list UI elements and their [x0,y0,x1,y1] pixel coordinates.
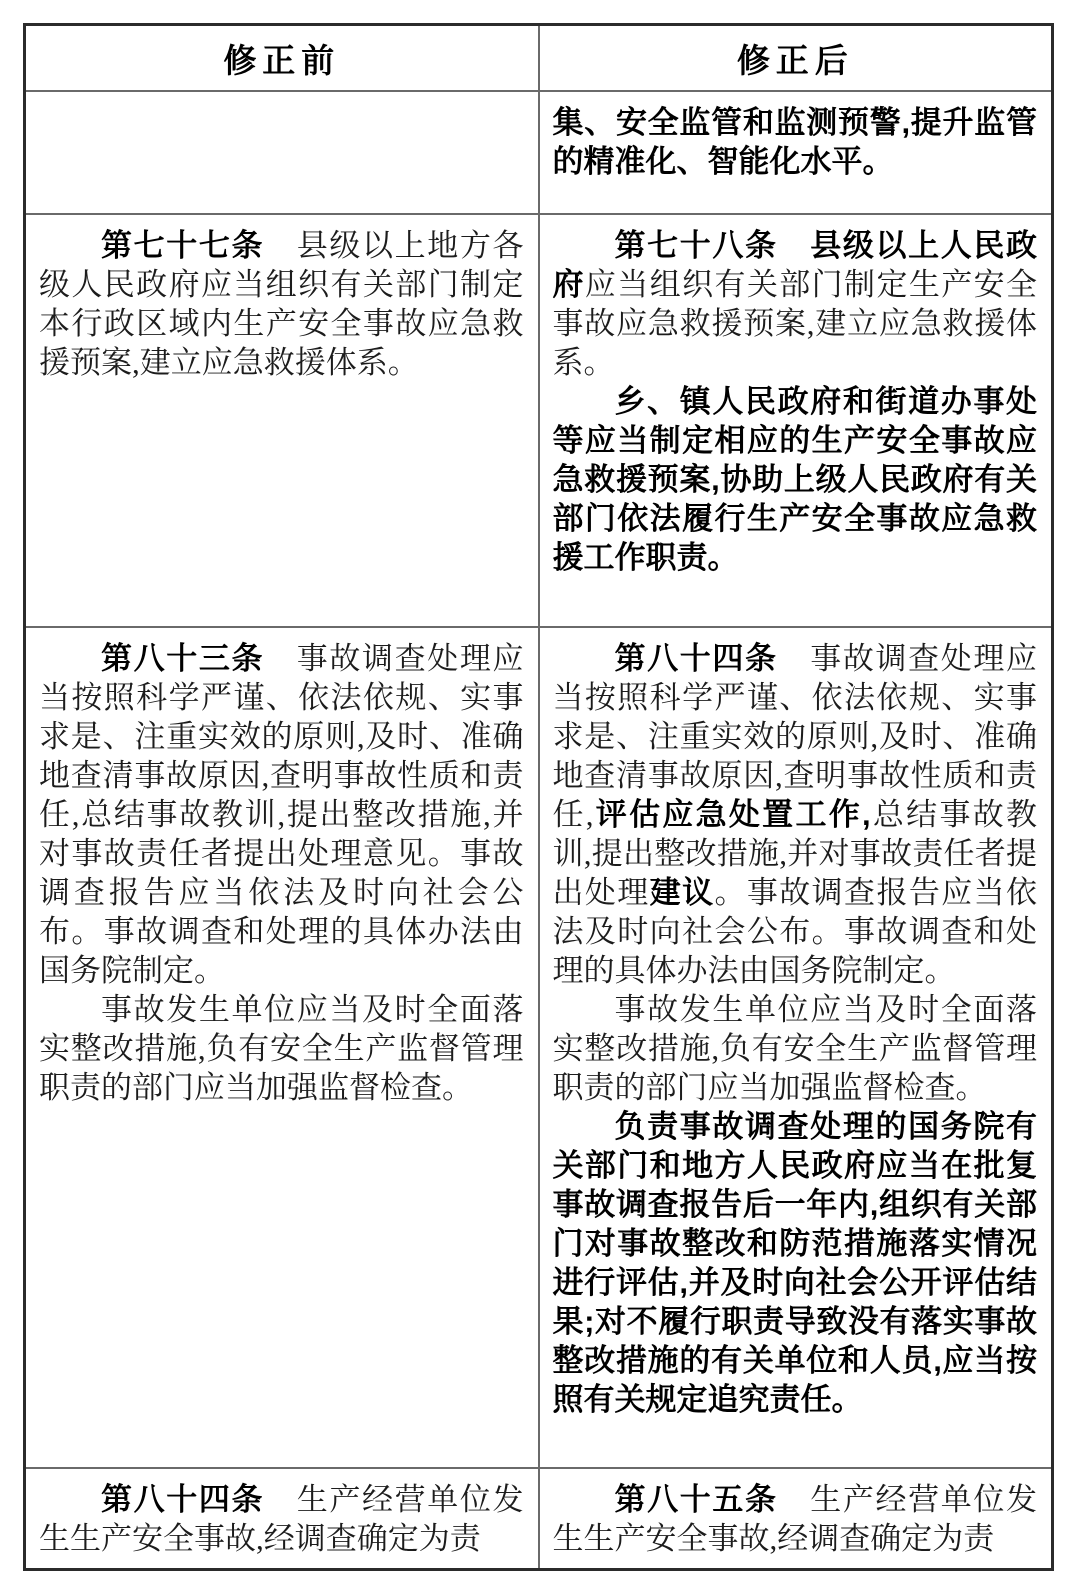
amended-bold-text: 第八十三条 [101,641,265,676]
paragraph [553,1480,1038,1558]
paragraph [39,639,524,990]
amended-bold-text: 评估应急处置工作, [593,797,871,832]
paragraph [553,639,1038,990]
body-text [778,228,811,263]
amendment-comparison-table [23,23,1054,1571]
body-text: 生产经营单位发生生产安全事故,经调查确定为责 [552,1482,1037,1556]
amended-bold-text: 县级以上人民政府 [552,228,1037,302]
amended-bold-text: 第七十七条 [101,228,265,263]
table-header [25,25,1053,92]
table-body [25,91,1053,1570]
paragraph [39,226,524,382]
paragraph [553,103,1038,181]
paragraph [553,226,1038,382]
table-row-article-77-78 [25,214,1053,627]
body-text: 事故调查处理应当按照科学严谨、依法依规、实事求是、注重实效的原则,及时、准确地查清事故原因,查明事故性质和责任,总结事故教训,提出整改措施,并对事故责任者提出处理意见。事故调查报告应当依法及时向社会公布。事故调查和处理的具体办法由国务院制定。 [39,641,524,988]
body-text: 总结事故教训,提出整改措施,并对事故责任者提出处理 [552,797,1037,910]
paragraph [553,990,1038,1107]
body-text: 事故发生单位应当及时全面落实整改措施,负有安全生产监督管理职责的部门应当加强监督检查。 [552,992,1037,1105]
body-text: 事故发生单位应当及时全面落实整改措施,负有安全生产监督管理职责的部门应当加强监督检查。 [39,992,524,1105]
header-row [25,25,1053,92]
body-text: 应当组织有关部门制定生产安全事故应急救援预案,建立应急救援体系。 [552,267,1038,380]
paragraph [553,1107,1038,1419]
amended-bold-text: 乡、镇人民政府和街道办事处等应当制定相应的生产安全事故应急救援预案,协助上级人民政府有关部门依法履行生产安全事故应急救援工作职责。 [552,384,1037,575]
column-header-after: 修正后 [539,25,1053,92]
table-row-continuation [25,91,1053,214]
paragraph [39,1480,524,1558]
cell-article-84-85-after [539,1468,1053,1570]
body-text: 县级以上地方各级人民政府应当组织有关部门制定本行政区域内生产安全事故应急救援预案,建立应急救援体系。 [39,228,524,380]
body-text: 。事故调查报告应当依法及时向社会公布。事故调查和处理的具体办法由国务院制定。 [552,875,1038,988]
paragraph [553,382,1038,577]
amended-bold-text: 第八十四条 [101,1482,265,1517]
table-row-article-83-84 [25,627,1053,1468]
amended-bold-text: 建议 [649,875,715,910]
cell-article-83-84-before [25,627,539,1468]
amended-bold-text: 第八十五条 [614,1482,778,1517]
body-text: 生产经营单位发生生产安全事故,经调查确定为责 [39,1482,524,1556]
amended-bold-text: 第七十八条 [614,228,778,263]
cell-article-83-84-after [539,627,1053,1468]
cell-continuation-after [539,91,1053,214]
table-row-article-84-85 [25,1468,1053,1570]
cell-article-77-78-after [539,214,1053,627]
column-header-before: 修正前 [25,25,539,92]
amended-bold-text: 集、安全监管和监测预警,提升监管的精准化、智能化水平。 [552,105,1037,179]
body-text: 事故调查处理应当按照科学严谨、依法依规、实事求是、注重实效的原则,及时、准确地查清事故原因,查明事故性质和责任, [552,641,1037,832]
cell-continuation-before [25,91,539,214]
paragraph [39,990,524,1107]
amended-bold-text: 负责事故调查处理的国务院有关部门和地方人民政府应当在批复事故调查报告后一年内,组织有关部门对事故整改和防范措施落实情况进行评估,并及时向社会公开评估结果;对不履行职责导致没有落实事故整改措施的有关单位和人员,应当按照有关规定追究责任。 [552,1109,1037,1417]
amended-bold-text: 第八十四条 [614,641,778,676]
cell-article-77-78-before [25,214,539,627]
cell-article-84-85-before [25,1468,539,1570]
